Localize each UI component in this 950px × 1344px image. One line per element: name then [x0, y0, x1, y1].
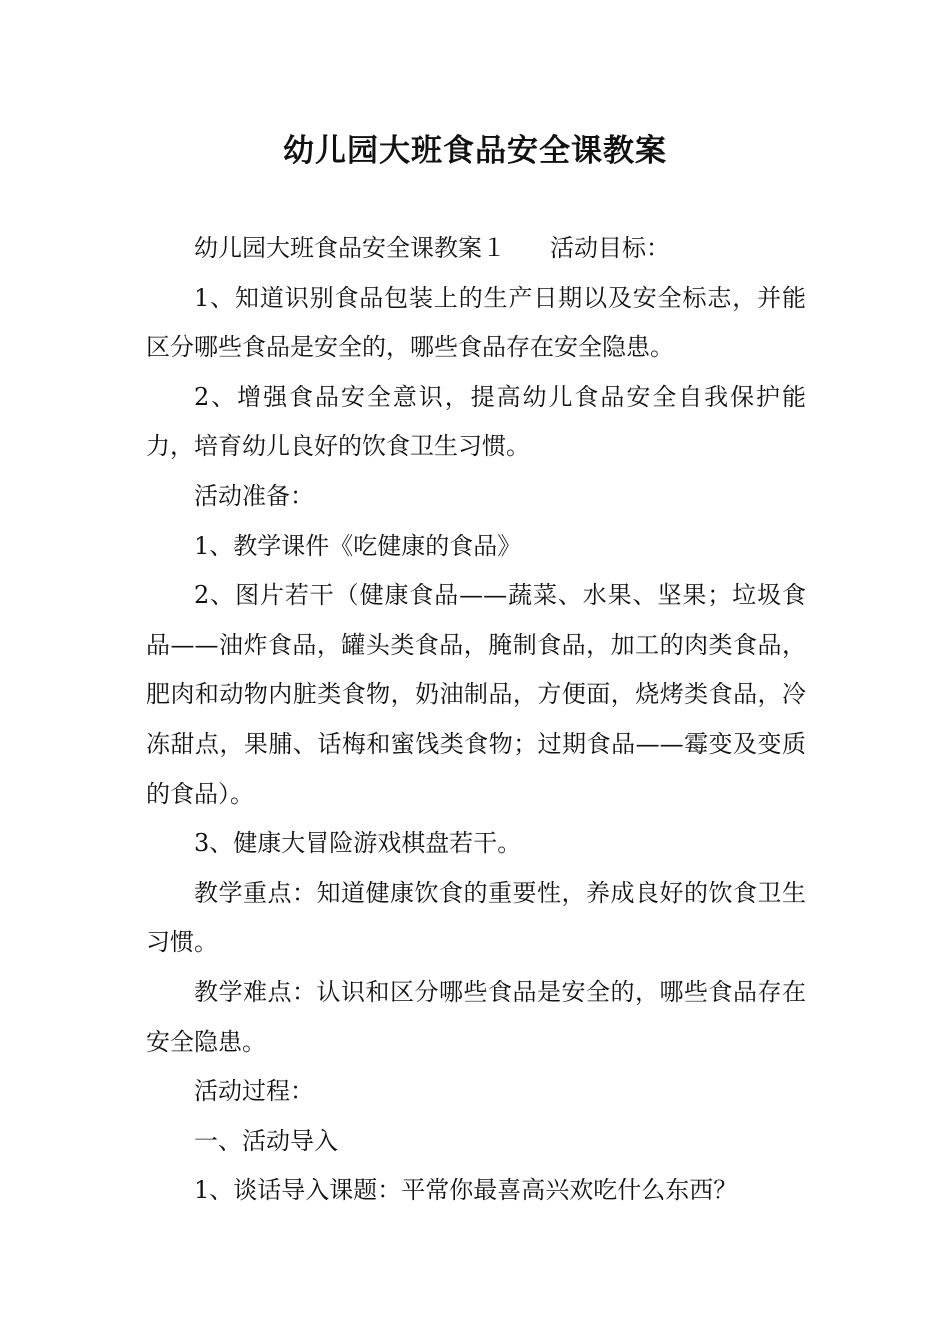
paragraph: 3、健康大冒险游戏棋盘若干。 [194, 829, 522, 858]
document-body [146, 224, 806, 1216]
section-heading-goals: 活动目标： [550, 234, 670, 262]
section-heading-preparation: 活动准备： [194, 481, 314, 510]
document-subtitle: 幼儿园大班食品安全课教案１ [194, 234, 506, 262]
paragraph: 1、教学课件《吃健康的食品》 [194, 531, 522, 560]
paragraph-intro [146, 224, 806, 274]
subsection-heading: 一、活动导入 [194, 1126, 338, 1155]
paragraph: 2、图片若干（健康食品——蔬菜、水果、坚果；垃圾食品——油炸食品，罐头类食品，腌制食品，加工的肉类食品，肥肉和动物内脏类食物，奶油制品，方便面，烧烤类食品，冷冻甜点，果脯、话梅和蜜饯类食物；过期食品——霉变及变质的食品）。 [146, 581, 806, 808]
paragraph: 2、增强食品安全意识，提高幼儿食品安全自我保护能力，培育幼儿良好的饮食卫生习惯。 [146, 382, 806, 461]
paragraph-difficult-point: 教学难点：认识和区分哪些食品是安全的，哪些食品存在安全隐患。 [146, 977, 806, 1056]
document-title: 幼儿园大班食品安全课教案 [283, 133, 667, 169]
paragraph-key-point: 教学重点：知道健康饮食的重要性，养成良好的饮食卫生习惯。 [146, 878, 806, 957]
section-heading-process: 活动过程： [194, 1077, 314, 1106]
paragraph: 1、知道识别食品包装上的生产日期以及安全标志，并能区分哪些食品是安全的，哪些食品存在安全隐患。 [146, 283, 806, 362]
paragraph: 1、谈话导入课题：平常你最喜高兴欢吃什么东西？ [194, 1176, 738, 1205]
